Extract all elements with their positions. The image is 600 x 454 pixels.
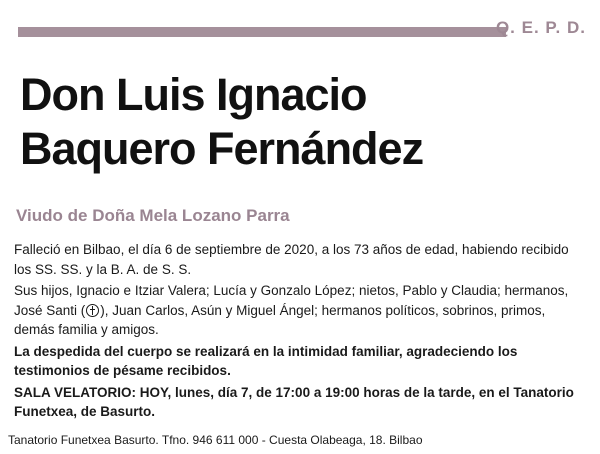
name-line-1: Don Luis Ignacio (20, 69, 367, 120)
notice-body (14, 240, 589, 424)
footer-contact: Tanatorio Funetxea Basurto. Tfno. 946 611 000 - Cuesta Olabeaga, 18. Bilbao (8, 433, 423, 447)
family-text-part-2: ), Juan Carlos, Asún y Miguel Ángel; hermanos políticos, sobrinos, primos, demás familia y amigos. (14, 302, 546, 337)
farewell-paragraph: La despedida del cuerpo se realizará en la intimidad familiar, agradeciendo los testimonios de pésame recibidos. (14, 343, 518, 378)
deceased-name (20, 68, 580, 176)
death-paragraph: Falleció en Bilbao, el día 6 de septiembre de 2020, a los 73 años de edad, habiendo recibido los SS. SS. y la B. A. de S. S. (14, 242, 569, 277)
wake-room-paragraph: SALA VELATORIO: HOY, lunes, día 7, de 17:00 a 19:00 horas de la tarde, en el Tanatorio Funetxea, de Basurto. (14, 384, 574, 419)
family-paragraph (14, 281, 589, 340)
qepd-label: Q. E. P. D. (495, 18, 586, 37)
widower-subtitle: Viudo de Doña Mela Lozano Parra (16, 206, 290, 225)
cross-icon (86, 304, 99, 317)
name-line-2: Baquero Fernández (20, 123, 424, 174)
header-bar (18, 27, 506, 37)
family-text-part-1: Sus hijos, Ignacio e Itziar Valera; Lucía y Gonzalo López; nietos, Pablo y Claudia; hermanos, José Santi ( (14, 283, 569, 318)
